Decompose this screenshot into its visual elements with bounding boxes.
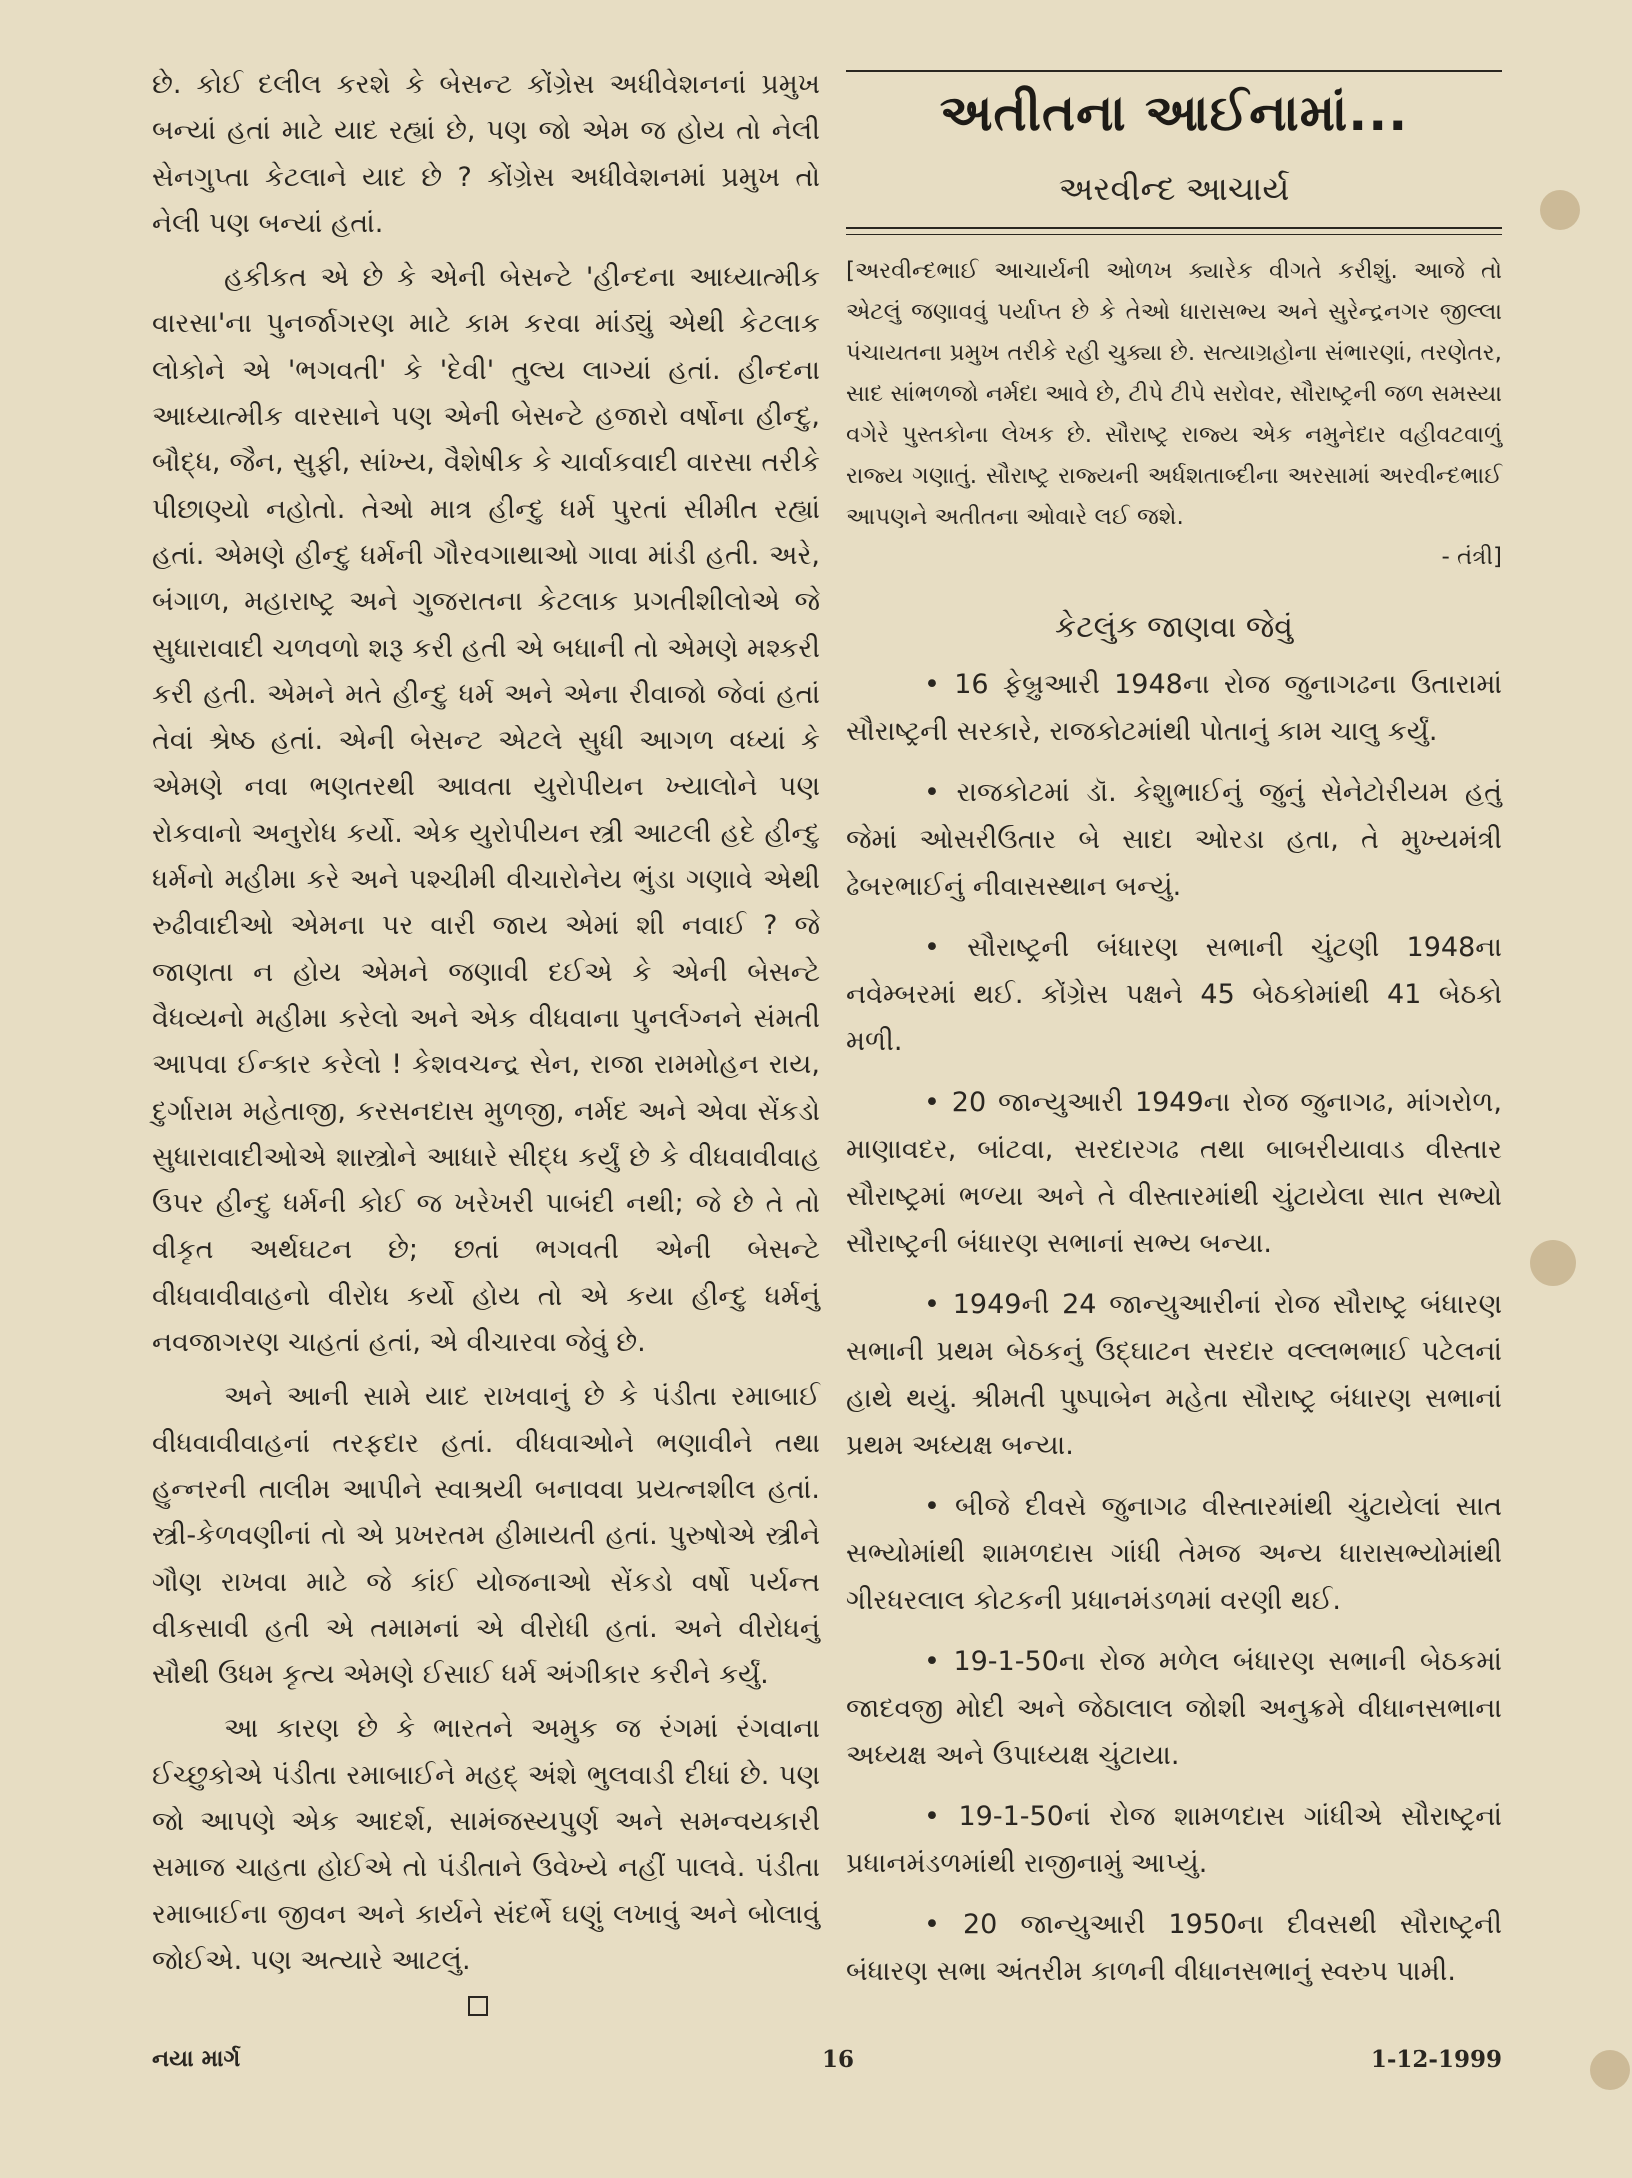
facts-list xyxy=(846,661,1502,1995)
editor-signoff: - તંત્રી] xyxy=(1441,544,1502,570)
section-subheading: કેટલુંક જાણવા જેવું xyxy=(1055,610,1293,645)
article-paragraph: અને આની સામે યાદ રાખવાનું છે કે પંડીતા રમાબાઈ વીધવાવીવાહનાં તરફદાર હતાં. વીધવાઓને ભણાવીને તથા હુન્નરની તાલીમ આપીને સ્વાશ્રયી બનાવવા પ્રયત્નશીલ હતાં. સ્ત્રી-કેળવણીનાં તો એ પ્રખરતમ હીમાયતી હતાં. પુરુષોએ સ્ત્રીને ગૌણ રાખવા માટે જે કાંઈ યોજનાઓ સેંકડો વર્ષો પર્યન્ત વીકસાવી હતી એ તમામનાં એ વીરોધી હતાં. અને વીરોધનું સૌથી ઉધમ કૃત્ય એમણે ઈસાઈ ધર્મ અંગીકાર કરીને કર્યું. xyxy=(152,1381,820,1691)
fact-item: • બીજે દીવસે જુનાગઢ વીસ્તારમાંથી ચુંટાયેલાં સાત સભ્યોમાંથી શામળદાસ ગાંધી તેમજ અન્ય ધારાસભ્યોમાંથી ગીરધરલાલ કોટકની પ્રધાનમંડળમાં વરણી થઈ. xyxy=(846,1491,1502,1616)
fact-item: • સૌરાષ્ટ્રની બંધારણ સભાની ચુંટણી 1948ના નવેમ્બરમાં થઈ. કોંગ્રેસ પક્ષને 45 બેઠકોમાંથી 41 બેઠકો મળી. xyxy=(846,932,1502,1057)
fact-item: • 16 ફેબ્રુઆરી 1948ના રોજ જુનાગઢના ઉતારામાં સૌરાષ્ટ્રની સરકારે, રાજકોટમાંથી પોતાનું કામ ચાલુ કર્યું. xyxy=(846,669,1502,747)
issue-date: 1-12-1999 xyxy=(1370,2046,1502,2073)
column-masthead: અતીતના આઈનામાં... xyxy=(939,84,1409,142)
fact-item: • 20 જાન્યુઆરી 1950ના દીવસથી સૌરાષ્ટ્રની બંધારણ સભા અંતરીમ કાળની વીધાનસભાનું સ્વરુપ પામી. xyxy=(846,1909,1502,1987)
article-end-mark-icon xyxy=(468,1996,488,2016)
author-name: અરવીન્દ આચાર્ય xyxy=(1058,169,1290,208)
article-paragraph: છે. કોઈ દલીલ કરશે કે બેસન્ટ કોંગ્રેસ અધીવેશનનાં પ્રમુખ બન્યાં હતાં માટે યાદ રહ્યાં છે, પણ જો એમ જ હોય તો નેલી સેનગુપ્તા કેટલાને યાદ છે ? કોંગ્રેસ અધીવેશનમાં પ્રમુખ તો નેલી પણ બન્યાં હતાં. xyxy=(152,69,820,239)
right-column xyxy=(846,70,1502,2009)
page-footer xyxy=(152,2046,1502,2086)
publication-name: નયા માર્ગ xyxy=(152,2046,241,2072)
fact-item: • 1949ની 24 જાન્યુઆરીનાં રોજ સૌરાષ્ટ્ર બંધારણ સભાની પ્રથમ બેઠકનું ઉદ્ઘાટન સરદાર વલ્લભભાઈ પટેલનાં હાથે થયું. શ્રીમતી પુષ્પાબેન મહેતા સૌરાષ્ટ્ર બંધારણ સભાનાં પ્રથમ અધ્યક્ષ બન્યા. xyxy=(846,1289,1502,1461)
article-paragraph: આ કારણ છે કે ભારતને અમુક જ રંગમાં રંગવાના ઈચ્છુકોએ પંડીતા રમાબાઈને મહદ્ અંશે ભુલવાડી દીધાં છે. પણ જો આપણે એક આદર્શ, સામંજસ્યપુર્ણ અને સમન્વયકારી સમાજ ચાહતા હોઈએ તો પંડીતાને ઉવેખ્યે નહીં પાલવે. પંડીતા રમાબાઈના જીવન અને કાર્યને સંદર્ભે ઘણું લખાવું અને બોલાવું જોઈએ. પણ અત્યારે આટલું. xyxy=(152,1713,820,1976)
fact-item: • રાજકોટમાં ડૉ. કેશુભાઈનું જુનું સેનેટોરીયમ હતું જેમાં ઓસરીઉતાર બે સાદા ઓરડા હતા, તે મુખ્યમંત્રી ઢેબરભાઈનું નીવાસસ્થાન બન્યું. xyxy=(846,777,1502,902)
page-number: 16 xyxy=(822,2046,855,2073)
paper-burn-mark xyxy=(1590,2050,1630,2090)
paper-burn-mark xyxy=(1530,1240,1576,1286)
editor-intro: [અરવીન્દભાઈ આચાર્યની ઓળખ ક્યારેક વીગતે કરીશું. આજે તો એટલું જણાવવું પર્યાપ્ત છે કે તેઓ ધારાસભ્ય અને સુરેન્દ્રનગર જીલ્લા પંચાયતના પ્રમુખ તરીકે રહી ચુક્યા છે. સત્યાગ્રહોના સંભારણાં, તરણેતર, સાદ સાંભળજો નર્મદા આવે છે, ટીપે ટીપે સરોવર, સૌરાષ્ટ્રની જળ સમસ્યા વગેરે પુસ્તકોના લેખક છે. સૌરાષ્ટ્ર રાજ્ય એક નમુનેદાર વહીવટવાળું રાજ્ય ગણાતું. સૌરાષ્ટ્ર રાજ્યની અર્ધશતાબ્દીના અરસામાં અરવીન્દભાઈ આપણને અતીતના ઓવારે લઈ જશે. xyxy=(846,258,1502,530)
article-paragraph: હકીકત એ છે કે એની બેસન્ટે 'હીન્દના આધ્યાત્મીક વારસા'ના પુનર્જાગરણ માટે કામ કરવા માંડ્યું એથી કેટલાક લોકોને એ 'ભગવતી' કે 'દેવી' તુલ્ય લાગ્યાં હતાં. હીન્દના આધ્યાત્મીક વારસાને પણ એની બેસન્ટે હજારો વર્ષોના હીન્દુ, બૌદ્ધ, જૈન, સુફી, સાંખ્ય, વૈશેષીક કે ચાર્વાકવાદી વારસા તરીકે પીછાણ્યો નહોતો. તેઓ માત્ર હીન્દુ ધર્મ પુરતાં સીમીત રહ્યાં હતાં. એમણે હીન્દુ ધર્મની ગૌરવગાથાઓ ગાવા માંડી હતી. અરે, બંગાળ, મહારાષ્ટ્ર અને ગુજરાતના કેટલાક પ્રગતીશીલોએ જે સુધારાવાદી ચળવળો શરૂ કરી હતી એ બધાની તો એમણે મશ્કરી કરી હતી. એમને મતે હીન્દુ ધર્મ અને એના રીવાજો જેવાં હતાં તેવાં શ્રેષ્ઠ હતાં. એની બેસન્ટ એટલે સુધી આગળ વધ્યાં કે એમણે નવા ભણતરથી આવતા યુરોપીયન ખ્યાલોને પણ રોકવાનો અનુરોધ કર્યો. એક યુરોપીયન સ્ત્રી આટલી હદે હીન્દુ ધર્મનો મહીમા કરે અને પશ્ચીમી વીચારોનેય ભુંડા ગણાવે એથી રુઢીવાદીઓ એમના પર વારી જાય એમાં શી નવાઈ ? જે જાણતા ન હોય એમને જણાવી દઈએ કે એની બેસન્ટે વૈધવ્યનો મહીમા કરેલો અને એક વીધવાના પુનર્લગ્નને સંમતી આપવા ઈન્કાર કરેલો ! કેશવચન્દ્ર સેન, રાજા રામમોહન રાય, દુર્ગારામ મહેતાજી, કરસનદાસ મુળજી, નર્મદ અને એવા સેંકડો સુધારાવાદીઓએ શાસ્ત્રોને આધારે સીદ્ધ કર્યું છે કે વીધવાવીવાહ ઉપર હીન્દુ ધર્મની કોઈ જ ખરેખરી પાબંદી નથી; જે છે તે તો વીકૃત અર્થઘટન છે; છતાં ભગવતી એની બેસન્ટે વીધવાવીવાહનો વીરોધ કર્યો હોય તો એ કયા હીન્દુ ધર્મનું નવજાગરણ ચાહતાં હતાં, એ વીચારવા જેવું છે. xyxy=(152,262,820,1359)
left-column xyxy=(152,62,820,1984)
fact-item: • 20 જાન્યુઆરી 1949ના રોજ જુનાગઢ, માંગરોળ, માણાવદર, બાંટવા, સરદારગઢ તથા બાબરીયાવાડ વીસ્તાર સૌરાષ્ટ્રમાં ભળ્યા અને તે વીસ્તારમાંથી ચુંટાયેલા સાત સભ્યો સૌરાષ્ટ્રની બંધારણ સભાનાં સભ્ય બન્યા. xyxy=(846,1087,1502,1259)
divider xyxy=(846,70,1502,72)
divider xyxy=(846,227,1502,235)
fact-item: • 19-1-50નાં રોજ શામળદાસ ગાંધીએ સૌરાષ્ટ્રનાં પ્રધાનમંડળમાંથી રાજીનામું આપ્યું. xyxy=(846,1801,1502,1879)
fact-item: • 19-1-50ના રોજ મળેલ બંધારણ સભાની બેઠકમાં જાદવજી મોદી અને જેઠાલાલ જોશી અનુક્રમે વીધાનસભાના અધ્યક્ષ અને ઉપાધ્યક્ષ ચુંટાયા. xyxy=(846,1646,1502,1771)
paper-burn-mark xyxy=(1540,190,1580,230)
